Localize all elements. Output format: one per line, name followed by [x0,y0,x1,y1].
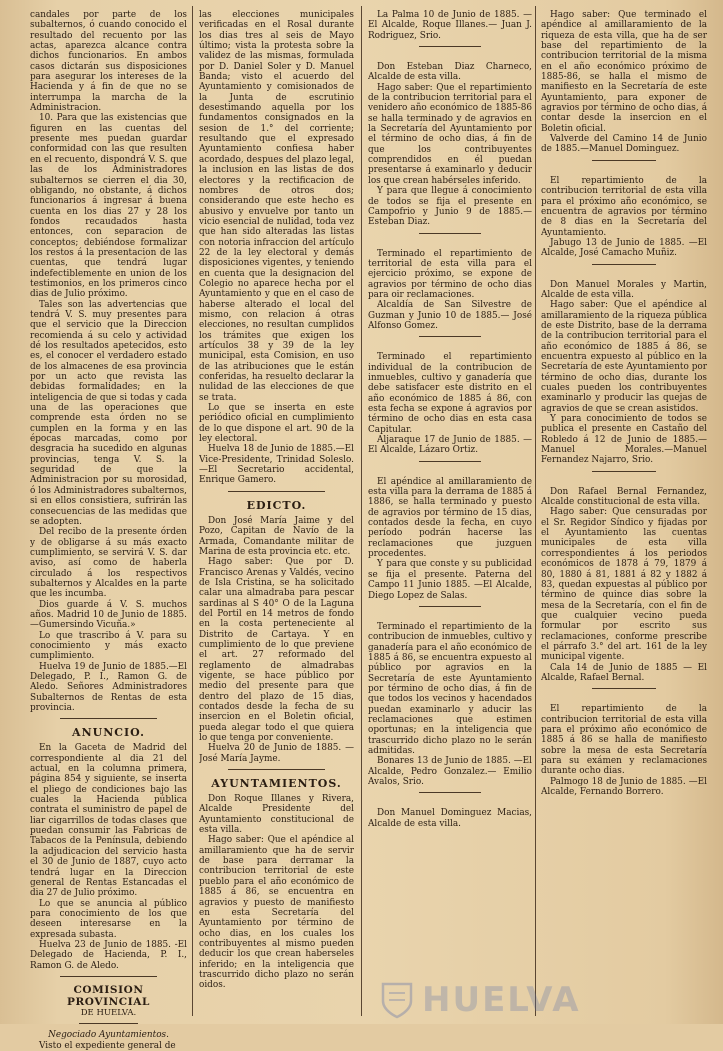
paragraph: Visto el expediente general de [39,1040,176,1051]
divider [419,792,481,793]
paragraph: Y para que conste y su publicidad se fija el presente. Paterna del Campo 11 Junio 1885. —El Alcalde, Diego Lopez de Salas. [368,559,532,601]
section-heading-anuncio: ANUNCIO. [72,726,145,740]
column-1 [30,10,187,1051]
column-3 [368,10,532,829]
divider [419,606,481,607]
paragraph: Hago saber: Que terminado el apéndice al amillaramiento de la riqueza de esta villa, que ha de ser base del repartimiento de la contribucion territorial de la misma en el año económico próximo de 1885-86, se halla el mismo de manifiesto en la Secretaría de este Ayuntamiento, para exponer de agravios por término de ocho dias, á contar desde la insercion en el Boletin oficial. [541,10,707,134]
paragraph: 10. Para que las existencias que figuren en las cuentas del presente mes puedan guardar conformidad con las que resulten en el recuento, dispondrá V. S. que las de los Administradores subalternos se cierren el dia 30, obligando, no obstante, á dichos funcionarios á ingresar á buena cuenta en los dias 27 y 28 los fondos recaudados hasta entonces, con separacion de conceptos; debiéndose formalizar los restos á la presentacion de las cuentas, que tendrá lugar indefectiblemente en union de los testimonios, en los primeros cinco dias de Julio próximo. [30,113,187,300]
divider [419,461,481,462]
paragraph: El repartimiento de la contribucion territorial de esta villa para el próximo año económico, se encuentra de agravios por término de 8 dias en la Secretaría del Ayuntamiento. [541,175,707,238]
divider [592,688,655,689]
paragraph: candales por parte de los subalternos, ó cuando conocido el resultado del recuento por las actas, aparezca alcance contra dichos funcionarios. En ambos casos dictarán sus disposiciones para asegurar los intereses de la Hacienda y á fin de que no se interrumpa la marcha de la Administracion. [30,10,187,114]
signature: Huelva 23 de Junio de 1885. -El Delegado de Hacienda, P. I., Ramon G. de Aledo. [30,939,187,971]
paragraph: Terminado el repartimiento individual de la contribucion de inmuebles, cultivo y ganadería que debe satisfacer este distrito en el año económico de 1885 á 86, con esta fecha se expone á agravios por término de ocho dias en esta casa Capitular. [368,352,532,435]
signature: Valverde del Camino 14 de Junio de 1885.—Manuel Dominguez. [541,134,707,155]
paragraph: Don Roque Illanes y Rivera, Alcalde Presidente del Ayuntamiento constitucional de esta villa. [199,794,354,836]
paragraph: Dios guarde á V. S. muchos años. Madrid 10 de Junio de 1885.—Gumersindo Vicuña.» [30,599,187,631]
paragraph: Don Manuel Morales y Martin, Alcalde de esta villa. [541,279,707,300]
section-divider [228,491,324,493]
paragraph: Terminado el repartimiento de territorial de esta villa para el ejercicio próximo, se expone de agravios por término de ocho dias para oir reclamaciones. [368,248,532,300]
signature: La Palma 10 de Junio de 1885. —El Alcalde, Roque Illanes.— Juan J. Rodriguez, Srio. [368,10,532,41]
column-4 [541,10,707,797]
divider [592,264,655,265]
paragraph: las elecciones municipales verificadas en el Rosal durante los dias tres al seis de Mayo último; vista la protesta sobre la validez de las mismas, formulada por D. Daniel Soler y D. Manuel Banda; visto el acuerdo del Ayuntamiento y comisionados de la Junta de escrutinio desestimando aquella por los fundamentos consignados en la sesion de 1.° del corriente; resultando que el expresado Ayuntamiento confiesa haber acordado, despues del plazo legal, la inclusion en las listas de dos electores y la rectificacion de nombres de otros dos; considerando que este hecho es abusivo y envuelve por tanto un vicio esencial de nulidad, toda vez que han sido alteradas las listas con notoria infraccion del artículo 22 de la ley electoral y demás disposiciones vigentes, y teniendo en cuenta que la designacion del Colegio no aparece hecha por el Ayuntamiento y que en el caso de haberse alterado el local del mismo, con relacion á otras elecciones, no resultan cumplidos los trámites que exigen los artículos 38 y 39 de la ley municipal, esta Comision, en uso de las atribuciones que le están conferidas, ha resuelto declarar la nulidad de las elecciones de que se trata. [199,10,354,403]
signature: Cala 14 de Junio de 1885 — El Alcalde, Rafael Bernal. [541,662,707,683]
signature: Aljaraque 17 de Junio de 1885. —El Alcalde, Lázaro Ortiz. [368,435,532,456]
section-heading-ayuntamientos: AYUNTAMIENTOS. [211,777,342,791]
paragraph: Hago saber: Que el apéndice al amillaramiento de la riqueza pública de este Distrito, base de la derrama de la contribucion territorial para el año económico de 1885 á 86, se encuentra expuesto al público en la Secretaría de este Ayuntamiento por término de ocho dias, durante los cuales pueden los contribuyentes examinarlo y producir las quejas de agravios de que se crean asistidos. [541,300,707,414]
paragraph: Don Rafael Bernal Fernandez, Alcalde constitucional de esta villa. [541,486,707,508]
paragraph: El repartimiento de la contribucion territorial de esta villa para el próximo año económico de 1885 á 86 se halla de manifiesto sobre la mesa de esta Secretaría para su exámen y reclamaciones durante ocho dias. [541,704,707,777]
paragraph: Hago saber: Que por D. Francisco Arenas y Valdés, vecino de Isla Cristina, se ha solicitado calar una almadraba para pescar sardinas al S 40° O de la Laguna del Portil en 14 metros de fondo en la costa perteneciente al Distrito de Cartaya. Y en cumplimiento de lo que previene el art. 27 reformado del reglamento de almadrabas vigente, se hace público por medio del presente para que dentro del plazo de 15 dias, contados desde la fecha de su insercion en el Boletin oficial, pueda alegar todo el que quiera lo que tenga por conveniente. [199,557,354,744]
column-rule [192,6,193,1016]
watermark-text: HUELVA [422,980,581,1020]
section-subheading: DE HUELVA. [80,1007,137,1018]
signature: Huelva 20 de Junio de 1885. —José María Jayme. [199,743,354,764]
signature: Bonares 13 de Junio de 1885. —El Alcalde, Pedro Gonzalez.— Emilio Avalos, Srio. [368,756,532,787]
paragraph: Del recibo de la presente órden y de obligarse á su más exacto cumplimiento, se servirá V. S. dar aviso, así como de haberla circulado á los respectivos subalternos y Alcaldes en la parte que les incumba. [30,527,187,600]
signature: Huelva 19 de Junio de 1885.—El Delegado, P. I., Ramon G. de Aledo. Señores Administradores Subalternos de Rentas de esta provincia. [30,661,187,714]
paragraph: Hago saber: Que el repartimiento de la contribucion territorial para el venidero año económico de 1885-86 se halla terminado y de agravios en la Secretaría del Ayuntamiento por el término de ocho dias, á fin de que los contribuyentes comprendidos en él puedan presentarse á examinarlo y deducir los que crean habérseles inferido. [368,82,532,186]
negociado-label: Negociado Ayuntamientos. [48,1030,169,1041]
paragraph: Don José María Jaime y del Pozo, Capitan de Navío de la Armada, Comandante militar de Marina de esta provincia etc. etc. [199,515,354,557]
paragraph: Don Esteban Diaz Charneco, Alcalde de esta villa. [368,62,532,83]
section-divider [60,718,157,720]
divider [419,46,481,47]
divider [592,471,655,472]
column-rule [535,6,536,1016]
paragraph: Terminado el repartimiento de la contribucion de inmuebles, cultivo y ganadería para el año económico de 1885 á 86, se encuentra expuesto al público por agravios en la Secretaría de este Ayuntamiento por término de ocho dias, á fin de que todos los vecinos y hacendados puedan examinarlo y aducir las reclamaciones que estimen oportunas; en la inteligencia que trascurrido dicho plazo no le serán admitidas. [368,621,532,756]
paragraph: Lo que se anuncia al público para conocimiento de los que deseen interesarse en la expresada subasta. [30,898,187,940]
divider [419,233,481,234]
paragraph: Tales son las advertencias que tendrá V. S. muy presentes para que el servicio que la Direccion recomienda á su celo y actividad dé los resultados apetecidos, esto es, el conocer el verdadero estado de los almacenes de esa provincia por un acto que revista las debidas formalidades; en la inteligencia de que si todas y cada una de las operaciones que comprende esta órden no se cumplen en la forma y en las épocas marcadas, como por desgracia ha sucedido en algunas provincias, tenga V. S. la seguridad de que la Administracion por su morosidad, ó los Administradores subalternos, si en ellos consistiera, sufrirán las consecuencias de las medidas que se adopten. [30,299,187,527]
crest-icon [380,981,414,1019]
paragraph: Hago saber: Que censuradas por el Sr. Regidor Síndico y fijadas por el Ayuntamiento las cuentas municipales de esta villa correspondientes á los periodos económicos de 1878 á 79, 1879 á 80, 1880 á 81, 1881 á 82 y 1882 á 83, quedan expuestas al público por término de quince dias sobre la mesa de la Secretaría, con el fin de que cualquier vecino pueda formular por escrito sus reclamaciones, conforme prescribe el párrafo 3.° del art. 161 de la ley municipal vigente. [541,507,707,663]
signature: Huelva 18 de Junio de 1885.—El Vice-Presidente, Trinidad Soleslo.—El Secretario accidental, Enrique Gamero. [199,444,354,486]
paragraph: Lo que trascribo á V. para su conocimiento y más exacto cumplimiento. [30,630,187,662]
paragraph: Y para conocimiento de todos se publica el presente en Castaño del Robledo á 12 de Junio de 1885.—Manuel Morales.—Manuel Fernandez Najarro, Srio. [541,414,707,466]
paragraph: Hago saber: Que el apéndice al amillaramiento que ha de servir de base para derramar la contribucion territorial de este pueblo para el año económico de 1885 á 86, se encuentra en agravios y puesto de manifiesto en esta Secretaría del Ayuntamiento por término de ocho dias, en los cuales los contribuyentes al mismo pueden deducir los que crean haberseles inferido; en la inteligencia que trascurrido dicho plazo no serán oidos. [199,835,354,991]
paragraph: En la Gaceta de Madrid del correspondiente al dia 21 del actual, en la columna primera, página 854 y siguiente, se inserta el pliego de condiciones bajo las cuales la Hacienda pública contrata el suministro de papel de liar cigarrillos de todas clases que puedan consumir las Fabricas de Tabacos de la Península, debiendo la adjudicacion del servicio hasta el 30 de Junio de 1887, cuyo acto tendrá lugar en la Direccion general de Rentas Estancadas el dia 27 de Julio próximo. [30,743,187,899]
signature: Palmogo 18 de Junio de 1885. —El Alcalde, Fernando Borrero. [541,776,707,798]
divider [419,336,481,337]
signature: Alcaldía de San Silvestre de Guzman y Junio 10 de 1885.— José Alfonso Gomez. [368,300,532,331]
paragraph: Lo que se inserta en este periódico oficial en cumplimiento de lo que dispone el art. 90 de la ley electoral. [199,403,354,445]
divider [592,160,655,161]
section-divider [60,976,157,978]
section-divider [228,769,324,771]
paragraph: Y para que llegue á conocimiento de todos se fija el presente en Campofrio y Junio 9 de 1885.—Esteban Diaz. [368,186,532,228]
paragraph: Don Manuel Dominguez Macias, Alcalde de esta villa. [368,808,532,829]
signature: Jabugo 13 de Junio de 1885. —El Alcalde, José Camacho Muñiz. [541,237,707,259]
column-rule [361,6,362,1016]
section-heading-edicto: EDICTO. [246,498,307,512]
column-2 [199,10,354,991]
library-watermark [380,978,710,1022]
paragraph: El apéndice al amillaramiento de esta villa para la derrama de 1885 á 1886, se halla terminado y puesto de agravios por término de 15 dias, contados desde la fecha, en cuyo período podrán hacerse las reclamaciones que juzguen procedentes. [368,476,532,560]
section-heading-comision: COMISION PROVINCIAL [66,983,151,1008]
